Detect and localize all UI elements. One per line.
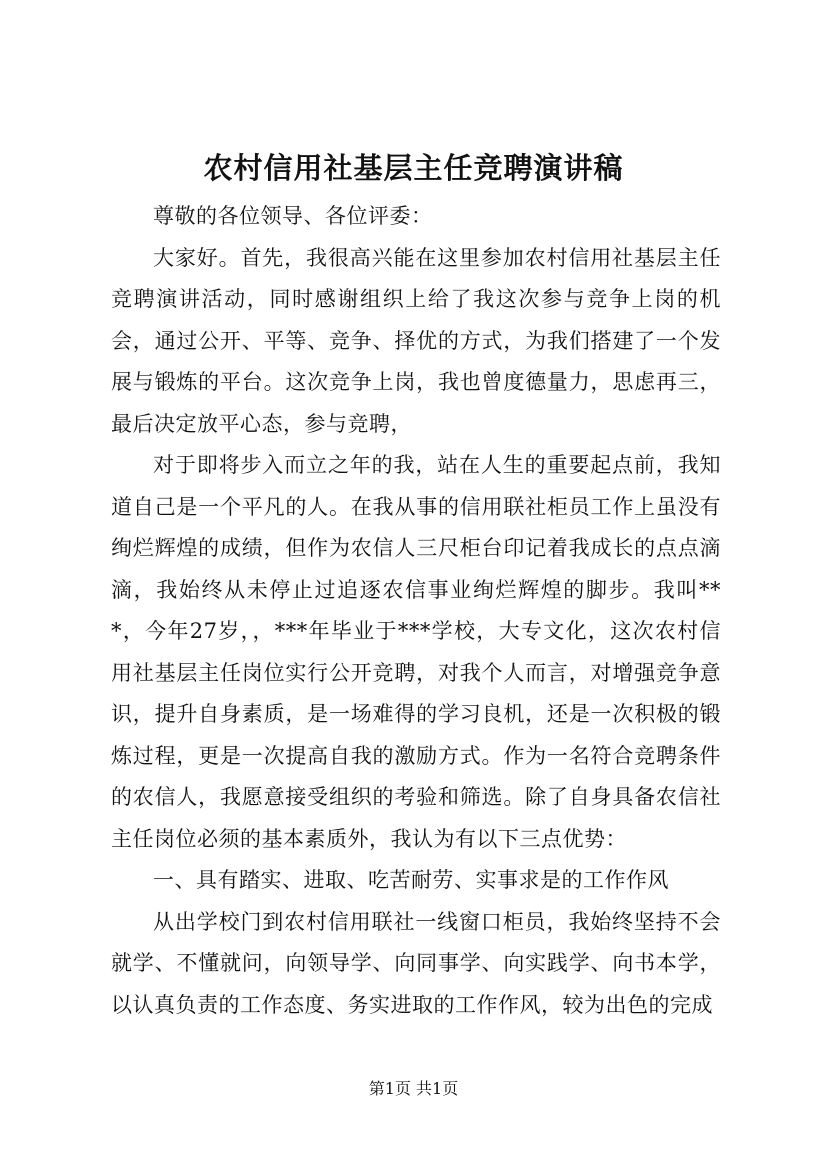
- document-body: [111, 196, 721, 1026]
- page-indicator: 第1页 共1页: [368, 1079, 459, 1098]
- document-title: 农村信用社基层主任竞聘演讲稿: [203, 151, 624, 185]
- paragraph-greeting: 大家好。首先，我很高兴能在这里参加农村信用社基层主任竞聘演讲活动，同时感谢组织上给了我这次参与竞争上岗的机会，通过公开、平等、竞争、择优的方式，为我们搭建了一个发展与锻炼的平台。这次竞争上岗，我也曾度德量力，思虑再三，最后决定放平心态，参与竞聘，: [111, 245, 721, 436]
- paragraph-salutation: 尊敬的各位领导、各位评委：: [153, 204, 433, 228]
- section-heading-1: 一、具有踏实、进取、吃苦耐劳、实事求是的工作作风: [153, 868, 669, 892]
- paragraph-work-style: 从出学校门到农村信用联社一线窗口柜员，我始终坚持不会就学、不懂就问，向领导学、向同事学、向实践学、向书本学，以认真负责的工作态度、务实进取的工作作风，较为出色的完成: [111, 909, 721, 1017]
- paragraph-self-introduction: 对于即将步入而立之年的我，站在人生的重要起点前，我知道自己是一个平凡的人。在我从事的信用联社柜员工作上虽没有绚烂辉煌的成绩，但作为农信人三尺柜台印记着我成长的点点滴滴，我始终从未停止过追逐农信事业绚烂辉煌的脚步。我叫***，今年27岁，，***年毕业于***学校，大专文化，这次农村信用社基层主任岗位实行公开竞聘，对我个人而言，对增强竞争意识，提升自身素质，是一场难得的学习良机，还是一次积极的锻炼过程，更是一次提高自我的激励方式。作为一名符合竞聘条件的农信人，我愿意接受组织的考验和筛选。除了自身具备农信社主任岗位必须的基本素质外，我认为有以下三点优势：: [111, 453, 721, 851]
